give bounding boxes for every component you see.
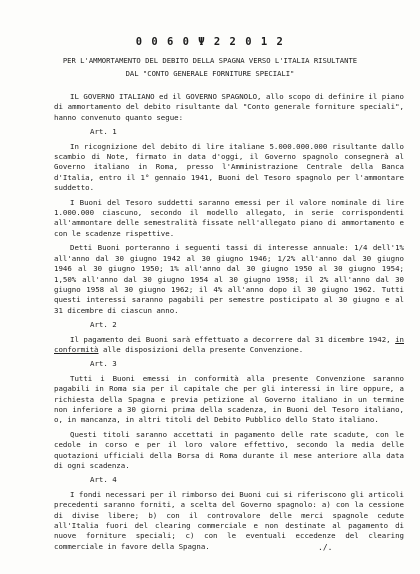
preamble: IL GOVERNO ITALIANO ed il GOVERNO SPAGNOLO, allo scopo di definire il piano di ammortamento del debito risultante dal "Conto generale forniture speciali", hanno convenuto quanto segue: [54, 92, 404, 122]
title-line-2: DAL "CONTO GENERALE FORNITURE SPECIALI" [125, 69, 295, 78]
document-code: 0 0 6 0 Ψ 2 2 0 1 2 [135, 36, 285, 48]
document-body [54, 92, 404, 556]
article-1-heading: Art. 1 [90, 127, 117, 137]
article-3-paragraph-1: Tutti i Buoni emessi in conformità alla presente Convenzione saranno pagabili in Roma sia per il capitale che per gli interessi in lire oppure, a richiesta della Spagna e previa petizione al Governo italiano in un termine non inferiore a 30 giorni prima della scadenza, in Buoni del Tesoro italiano, o, in mancanza, in altri titoli del Debito Pubblico dello Stato italiano. [54, 373, 404, 425]
article-2-heading: Art. 2 [90, 320, 117, 330]
article-4-heading: Art. 4 [90, 475, 117, 485]
article-3-heading: Art. 3 [90, 359, 117, 369]
article-2-underlined-text: in conformità [54, 334, 405, 354]
title-line-1: PER L'AMMORTAMENTO DEL DEBITO DELLA SPAGNA VERSO L'ITALIA RISULTANTE [62, 56, 358, 65]
article-2-text-a: Il pagamento dei Buoni sarà effettuato a decorrere dal 31 dicembre 1942, [70, 334, 391, 344]
article-1-paragraph-2: I Buoni del Tesoro suddetti saranno emessi per il valore nominale di lire 1.000.000 ciascuno, secondo il modello allegato, in serie corrispondenti all'ammontare delle semestralità fissate nell'allegato piano di ammortamento e con le scadenze rispettive. [54, 197, 404, 238]
article-1-paragraph-1: In ricognizione del debito di lire italiane 5.000.000.000 risultante dallo scambio di Note, firmato in data d'oggi, il Governo spagnolo consegnerà al Governo italiano in Roma, presso l'Amministrazione Centrale della Banca d'Italia, entro il 1° gennaio 1941, Buoni del Tesoro spagnolo per l'ammontare suddetto. [54, 141, 404, 193]
article-2-text-b: alle disposizioni della presente Convenzione. [98, 344, 304, 354]
article-4-paragraph-1: I fondi necessari per il rimborso dei Buoni cui si riferiscono gli articoli precedenti saranno forniti, a scelta del Governo spagnolo: a) con la cessione di divise libere; b) con il controvalore delle merci spagnole cedute all'Italia fuori del clearing commerciale e non destinate al pagamento di nuove forniture speciali; c) con le eventuali eccedenze del clearing commerciale in favore della Spagna. [54, 489, 404, 551]
article-3-paragraph-2: Questi titoli saranno accettati in pagamento delle rate scadute, con le cedole in corso e per il loro valore effettivo, secondo la media delle quotazioni ufficiali della Borsa di Roma durante il mese anteriore alla data di ogni scadenza. [54, 429, 404, 470]
article-2-paragraph-1 [54, 335, 404, 356]
end-mark: ./. [318, 543, 333, 552]
article-1-paragraph-3: Detti Buoni porteranno i seguenti tassi di interesse annuale: 1/4 dell'1% all'anno dal 30 giugno 1942 al 30 giugno 1946; 1/2% all'anno dal 30 giugno 1946 al 30 giugno 1950; 1% all'anno dal 30 giugno 1950 al 30 giugno 1954; 1,50% all'anno dal 30 giugno 1954 al 30 giugno 1958; il 2% all'anno dal 30 giugno 1958 al 30 giugno 1962; il 4% all'anno dopo il 30 giugno 1962. Tutti questi interessi saranno pagabili per semestre posticipato al 30 giugno e al 31 dicembre di ciascun anno. [54, 243, 404, 315]
